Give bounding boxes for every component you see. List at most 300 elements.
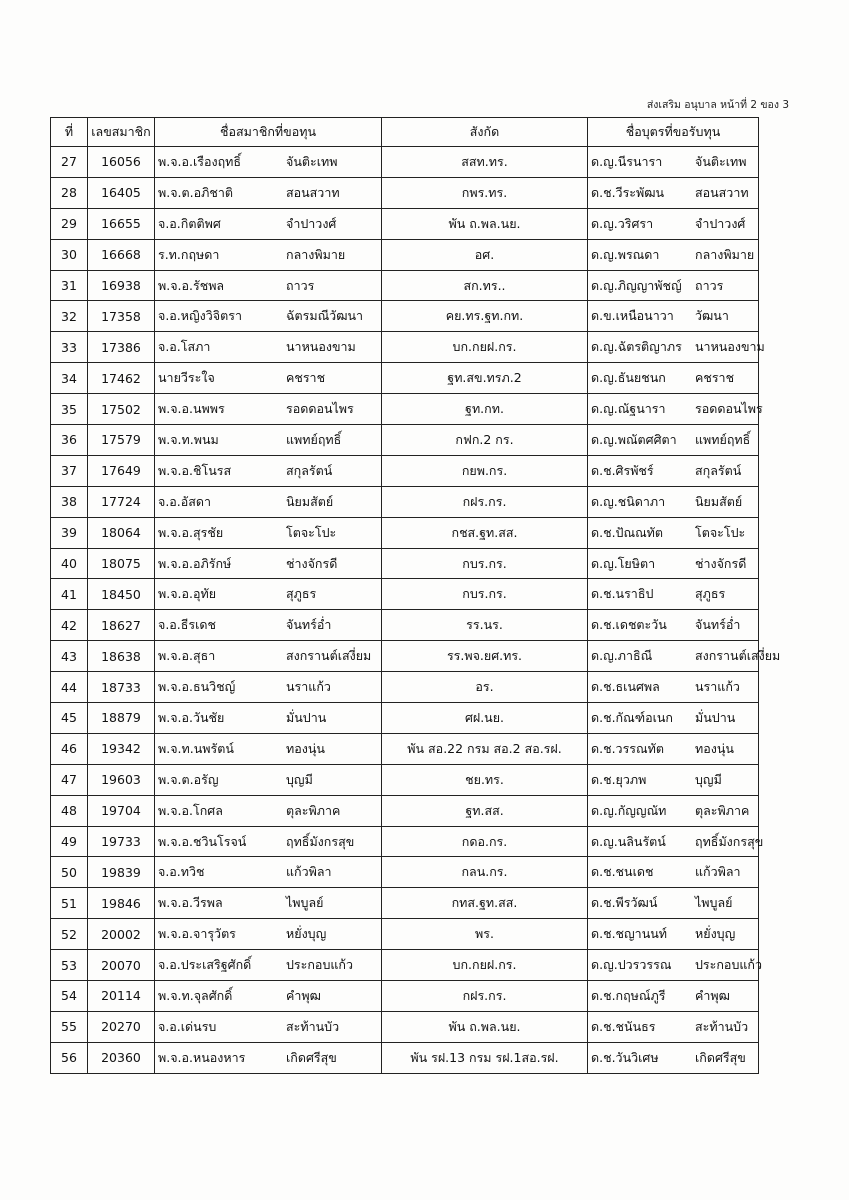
child-first-name: ด.ช.วรรณทัต [591,740,664,756]
child-name-cell [588,1011,759,1042]
member-name-cell [155,486,382,517]
affiliation: พัน ถ.พล.นย. [382,208,588,239]
member-first-name: พ.จ.อ.เรืองฤทธิ์ [158,153,242,169]
affiliation: ฐท.กท. [382,394,588,425]
member-name-cell [155,981,382,1012]
child-last-name: มั่นปาน [695,709,736,725]
table-row [51,672,759,703]
affiliation: พร. [382,919,588,950]
child-last-name: สุภูธร [695,586,726,602]
member-number: 20270 [88,1011,155,1042]
member-number: 17579 [88,425,155,456]
child-last-name: นาหนองขาม [695,339,765,355]
child-first-name: ด.ญ.ณัฐนารา [591,401,666,417]
child-first-name: ด.ญ.ภาธิณี [591,648,653,664]
row-number: 49 [51,826,88,857]
affiliation: กฝร.กร. [382,981,588,1012]
child-name-cell [588,270,759,301]
member-last-name: แพทย์ฤทธิ์ [286,431,342,447]
table-row [51,208,759,239]
affiliation: ฐท.สข.ทรภ.2 [382,363,588,394]
member-name-cell [155,455,382,486]
member-last-name: จันทร์อ่ำ [286,617,332,633]
table-row [51,950,759,981]
member-first-name: จ.อ.กิตติพศ [158,215,221,231]
table-row [51,332,759,363]
member-name-cell [155,795,382,826]
member-last-name: จำปาวงศ์ [286,215,337,231]
member-name-cell [155,703,382,734]
child-name-cell [588,888,759,919]
child-first-name: ด.ช.กฤษณ์ภูรี [591,987,666,1003]
affiliation: พัน ถ.พล.นย. [382,1011,588,1042]
member-first-name: พ.จ.อ.นพพร [158,401,225,417]
member-number: 18450 [88,579,155,610]
child-first-name: ด.ช.ธเนศพล [591,679,660,695]
member-name-cell [155,857,382,888]
child-name-cell [588,641,781,672]
table-row [51,764,759,795]
row-number: 30 [51,239,88,270]
child-name-cell [588,981,759,1012]
header-member-name: ชื่อสมาชิกที่ขอทุน [155,118,382,147]
child-name-cell [588,919,759,950]
member-number: 18075 [88,548,155,579]
table-row [51,733,759,764]
child-name-cell [588,208,759,239]
member-number: 18064 [88,517,155,548]
member-number: 17462 [88,363,155,394]
member-name-cell [155,919,382,950]
affiliation: กพร.ทร. [382,177,588,208]
member-last-name: ประกอบแก้ว [286,957,354,973]
table-row [51,517,759,548]
member-last-name: สกุลรัตน์ [286,462,333,478]
header-row [51,118,759,147]
child-first-name: ด.ญ.โยษิตา [591,555,656,571]
table-row [51,795,759,826]
affiliation: กชส.ฐท.สส. [382,517,588,548]
member-name-cell [155,332,382,363]
member-name-cell [155,270,382,301]
child-last-name: เกิดศรีสุข [695,1049,746,1065]
affiliation: บก.กยฝ.กร. [382,950,588,981]
member-number: 19839 [88,857,155,888]
child-last-name: คำพุฒ [695,987,730,1003]
member-name-cell [155,579,382,610]
table-row [51,486,759,517]
member-first-name: พ.จ.ต.อภิชาติ [158,184,233,200]
table-row [51,455,759,486]
child-name-cell [588,177,759,208]
table-row [51,239,759,270]
table-row [51,177,759,208]
affiliation: กฟก.2 กร. [382,425,588,456]
child-last-name: ถาวร [695,277,724,293]
child-name-cell [588,486,759,517]
child-name-cell [588,764,759,795]
child-last-name: ไพบูลย์ [695,895,733,911]
row-number: 56 [51,1042,88,1073]
child-first-name: ด.ช.ศิรพัชร์ [591,462,654,478]
member-last-name: แก้วพิลา [286,864,332,880]
member-name-cell [155,733,382,764]
child-name-cell [588,733,759,764]
row-number: 48 [51,795,88,826]
child-name-cell [588,147,759,178]
row-number: 28 [51,177,88,208]
child-last-name: จำปาวงศ์ [695,215,746,231]
affiliation: พัน สอ.22 กรม สอ.2 สอ.รฝ. [382,733,588,764]
member-first-name: พ.จ.อ.ชวินโรจน์ [158,833,247,849]
member-first-name: จ.อ.ประเสริฐศักดิ์ [158,957,252,973]
member-name-cell [155,425,382,456]
affiliation: ศฝ.นย. [382,703,588,734]
row-number: 43 [51,641,88,672]
member-first-name: จ.อ.หญิงวิจิตรา [158,308,242,324]
affiliation: กบร.กร. [382,548,588,579]
member-name-cell [155,610,382,641]
row-number: 51 [51,888,88,919]
row-number: 55 [51,1011,88,1042]
member-name-cell [155,950,382,981]
member-name-cell [155,672,382,703]
row-number: 54 [51,981,88,1012]
member-number: 18733 [88,672,155,703]
row-number: 46 [51,733,88,764]
child-first-name: ด.ช.ยุวภพ [591,771,647,787]
member-last-name: โตจะโปะ [286,524,337,540]
member-first-name: จ.อ.ทวิช [158,864,205,880]
affiliation: รร.พจ.ยศ.ทร. [382,641,588,672]
member-number: 19846 [88,888,155,919]
header-member-no: เลขสมาชิก [88,118,155,147]
row-number: 29 [51,208,88,239]
child-first-name: ด.ญ.นีรนารา [591,153,663,169]
member-name-cell [155,239,382,270]
affiliation: รร.นร. [382,610,588,641]
child-last-name: ฤทธิ์มังกรสุข [695,833,764,849]
member-number: 20002 [88,919,155,950]
member-name-cell [155,548,382,579]
child-last-name: นราแก้ว [695,679,740,695]
member-first-name: พ.จ.อ.จารุวัตร [158,926,236,942]
member-first-name: ร.ท.กฤษดา [158,246,220,262]
child-first-name: ด.ข.เหนือนาวา [591,308,674,324]
member-first-name: พ.จ.ท.จุลศักดิ์ [158,987,233,1003]
child-first-name: ด.ญ.พณัตศศิตา [591,431,677,447]
member-first-name: พ.จ.อ.อุทัย [158,586,217,602]
child-last-name: วัฒนา [695,308,729,324]
row-number: 35 [51,394,88,425]
member-first-name: พ.จ.อ.วันชัย [158,709,225,725]
member-first-name: พ.จ.อ.สุธา [158,648,216,664]
child-last-name: หยั่งบุญ [695,926,736,942]
child-name-cell [588,239,759,270]
member-name-cell [155,764,382,795]
child-first-name: ด.ญ.ฉัตรติญาภร [591,339,682,355]
member-number: 19603 [88,764,155,795]
child-name-cell [588,455,759,486]
member-number: 17502 [88,394,155,425]
member-number: 20070 [88,950,155,981]
member-last-name: สงกรานต์เสงี่ยม [286,648,372,664]
child-last-name: โตจะโปะ [695,524,746,540]
affiliation: กบร.กร. [382,579,588,610]
member-last-name: นราแก้ว [286,679,331,695]
member-first-name: จ.อ.ธีรเดช [158,617,216,633]
child-name-cell [588,1042,759,1073]
row-number: 41 [51,579,88,610]
row-number: 37 [51,455,88,486]
member-last-name: บุญมี [286,771,313,787]
row-number: 36 [51,425,88,456]
member-number: 17724 [88,486,155,517]
member-first-name: พ.จ.อ.โกศล [158,802,223,818]
affiliation: สก.ทร.. [382,270,588,301]
child-last-name: สะท้านบัว [695,1018,749,1034]
member-name-cell [155,1011,382,1042]
child-last-name: สอนสวาท [695,184,749,200]
member-name-cell [155,208,382,239]
row-number: 45 [51,703,88,734]
member-first-name: นายวีระใจ [158,370,215,386]
affiliation: กยพ.กร. [382,455,588,486]
child-first-name: ด.ญ.ปวรวรรณ [591,957,672,973]
child-last-name: จันติะเทพ [695,153,747,169]
member-number: 17358 [88,301,155,332]
child-name-cell [588,795,759,826]
member-name-cell [155,641,382,672]
header-affiliation: สังกัด [382,118,588,147]
member-last-name: ฉัตรมณีวัฒนา [286,308,364,324]
member-number: 18627 [88,610,155,641]
row-number: 32 [51,301,88,332]
member-last-name: รอดดอนไพร [286,401,354,417]
row-number: 34 [51,363,88,394]
child-first-name: ด.ญ.นลินรัตน์ [591,833,666,849]
table-row [51,579,759,610]
child-last-name: ตุละพิภาค [695,802,750,818]
child-last-name: คชราช [695,370,735,386]
member-first-name: พ.จ.อ.หนองหาร [158,1049,246,1065]
table-row [51,270,759,301]
member-first-name: จ.อ.โสภา [158,339,211,355]
affiliation: กดอ.กร. [382,826,588,857]
member-last-name: นาหนองขาม [286,339,356,355]
member-last-name: ไพบูลย์ [286,895,324,911]
member-first-name: พ.จ.ท.นพรัตน์ [158,740,234,756]
member-number: 20114 [88,981,155,1012]
header-child-name: ชื่อบุตรที่ขอรับทุน [588,118,759,147]
child-last-name: นิยมสัตย์ [695,493,743,509]
table-row [51,919,759,950]
child-name-cell [588,332,765,363]
member-last-name: คชราช [286,370,326,386]
child-last-name: แก้วพิลา [695,864,741,880]
table-row [51,394,759,425]
table-row [51,981,759,1012]
page-header: ส่งเสริม อนุบาล หน้าที่ 2 ของ 3 [646,99,789,111]
child-first-name: ด.ช.กัณฑ์อเนก [591,709,673,725]
child-first-name: ด.ญ.ธันยชนก [591,370,666,386]
child-first-name: ด.ช.ชนเดช [591,864,654,880]
child-first-name: ด.ญ.ชนิดาภา [591,493,666,509]
child-last-name: รอดดอนไพร [695,401,763,417]
affiliation: บก.กยฝ.กร. [382,332,588,363]
child-name-cell [588,394,763,425]
child-name-cell [588,363,759,394]
child-name-cell [588,517,759,548]
child-last-name: สกุลรัตน์ [695,462,742,478]
member-first-name: พ.จ.อ.วีรพล [158,895,223,911]
table-row [51,857,759,888]
table-row [51,1011,759,1042]
member-number: 16668 [88,239,155,270]
member-last-name: สอนสวาท [286,184,340,200]
child-first-name: ด.ญ.พรณดา [591,246,660,262]
member-first-name: จ.อ.เด่นรบ [158,1018,217,1034]
table-row [51,425,759,456]
child-last-name: แพทย์ฤทธิ์ [695,431,751,447]
member-first-name: พ.จ.ต.อรัญ [158,771,219,787]
member-last-name: สุภูธร [286,586,317,602]
member-name-cell [155,147,382,178]
table-row [51,703,759,734]
member-name-cell [155,517,382,548]
child-name-cell [588,610,759,641]
member-name-cell [155,301,382,332]
row-number: 44 [51,672,88,703]
member-name-cell [155,394,382,425]
member-number: 17649 [88,455,155,486]
member-last-name: เกิดศรีสุข [286,1049,337,1065]
row-number: 47 [51,764,88,795]
member-number: 16655 [88,208,155,239]
row-number: 40 [51,548,88,579]
member-number: 18879 [88,703,155,734]
member-number: 19342 [88,733,155,764]
row-number: 31 [51,270,88,301]
member-name-cell [155,363,382,394]
child-last-name: กลางพิมาย [695,246,755,262]
member-number: 16938 [88,270,155,301]
member-name-cell [155,826,382,857]
member-last-name: ตุละพิภาค [286,802,341,818]
member-last-name: ช่างจักรดี [286,555,338,571]
member-first-name: พ.จ.อ.อภิรักษ์ [158,555,232,571]
member-last-name: คำพุฒ [286,987,321,1003]
affiliation: อร. [382,672,588,703]
child-last-name: จันทร์อ่ำ [695,617,741,633]
child-first-name: ด.ช.ชนันธร [591,1018,656,1034]
child-first-name: ด.ช.วีระพัฒน [591,184,665,200]
child-first-name: ด.ช.วันวิเศษ [591,1049,659,1065]
table-row [51,641,759,672]
child-name-cell [588,425,759,456]
child-name-cell [588,826,764,857]
child-first-name: ด.ญ.กัญญณัท [591,802,667,818]
child-last-name: สงกรานต์เสงี่ยม [695,648,781,664]
header-no: ที่ [51,118,88,147]
affiliation: ชย.ทร. [382,764,588,795]
member-last-name: มั่นปาน [286,709,327,725]
table-row [51,888,759,919]
member-first-name: พ.จ.อ.ชิโนรส [158,462,232,478]
member-number: 19733 [88,826,155,857]
row-number: 27 [51,147,88,178]
member-first-name: พ.จ.ท.พนม [158,431,219,447]
table-row [51,301,759,332]
member-last-name: สะท้านบัว [286,1018,340,1034]
member-last-name: หยั่งบุญ [286,926,327,942]
affiliation: พัน รฝ.13 กรม รฝ.1สอ.รฝ. [382,1042,588,1073]
row-number: 39 [51,517,88,548]
row-number: 33 [51,332,88,363]
member-first-name: พ.จ.อ.สุรชัย [158,524,224,540]
child-name-cell [588,548,759,579]
child-last-name: ประกอบแก้ว [695,957,763,973]
table-row [51,1042,759,1073]
table-body [51,147,781,1074]
child-last-name: บุญมี [695,771,722,787]
child-name-cell [588,672,759,703]
member-name-cell [155,1042,382,1073]
child-name-cell [588,579,759,610]
table-row [51,363,759,394]
row-number: 53 [51,950,88,981]
child-first-name: ด.ช.ปัณณทัต [591,524,664,540]
member-name-cell [155,177,382,208]
member-number: 16056 [88,147,155,178]
affiliation: ฐท.สส. [382,795,588,826]
member-last-name: ทองนุ่น [286,740,325,756]
child-first-name: ด.ช.เดชตะวัน [591,617,667,633]
row-number: 38 [51,486,88,517]
member-first-name: จ.อ.อัสดา [158,493,212,509]
member-first-name: พ.จ.อ.รัชพล [158,277,225,293]
member-last-name: ถาวร [286,277,315,293]
member-number: 17386 [88,332,155,363]
child-first-name: ด.ญ.วริศรา [591,215,654,231]
table-row [51,147,759,178]
member-last-name: ฤทธิ์มังกรสุข [286,833,355,849]
child-first-name: ด.ญ.ภิญญาพัชญ์ [591,277,682,293]
member-last-name: นิยมสัตย์ [286,493,334,509]
child-last-name: ช่างจักรดี [695,555,747,571]
member-last-name: กลางพิมาย [286,246,346,262]
member-table [50,117,781,1074]
table-row [51,548,759,579]
affiliation: สสท.ทร. [382,147,588,178]
child-name-cell [588,857,759,888]
member-last-name: จันติะเทพ [286,153,338,169]
affiliation: กลน.กร. [382,857,588,888]
row-number: 50 [51,857,88,888]
child-last-name: ทองนุ่น [695,740,734,756]
member-number: 16405 [88,177,155,208]
table-row [51,826,759,857]
row-number: 42 [51,610,88,641]
child-first-name: ด.ช.นราธิป [591,586,654,602]
member-number: 19704 [88,795,155,826]
table-row [51,610,759,641]
row-number: 52 [51,919,88,950]
child-name-cell [588,950,763,981]
member-first-name: พ.จ.อ.ธนวิชญ์ [158,679,236,695]
child-name-cell [588,703,759,734]
affiliation: อศ. [382,239,588,270]
